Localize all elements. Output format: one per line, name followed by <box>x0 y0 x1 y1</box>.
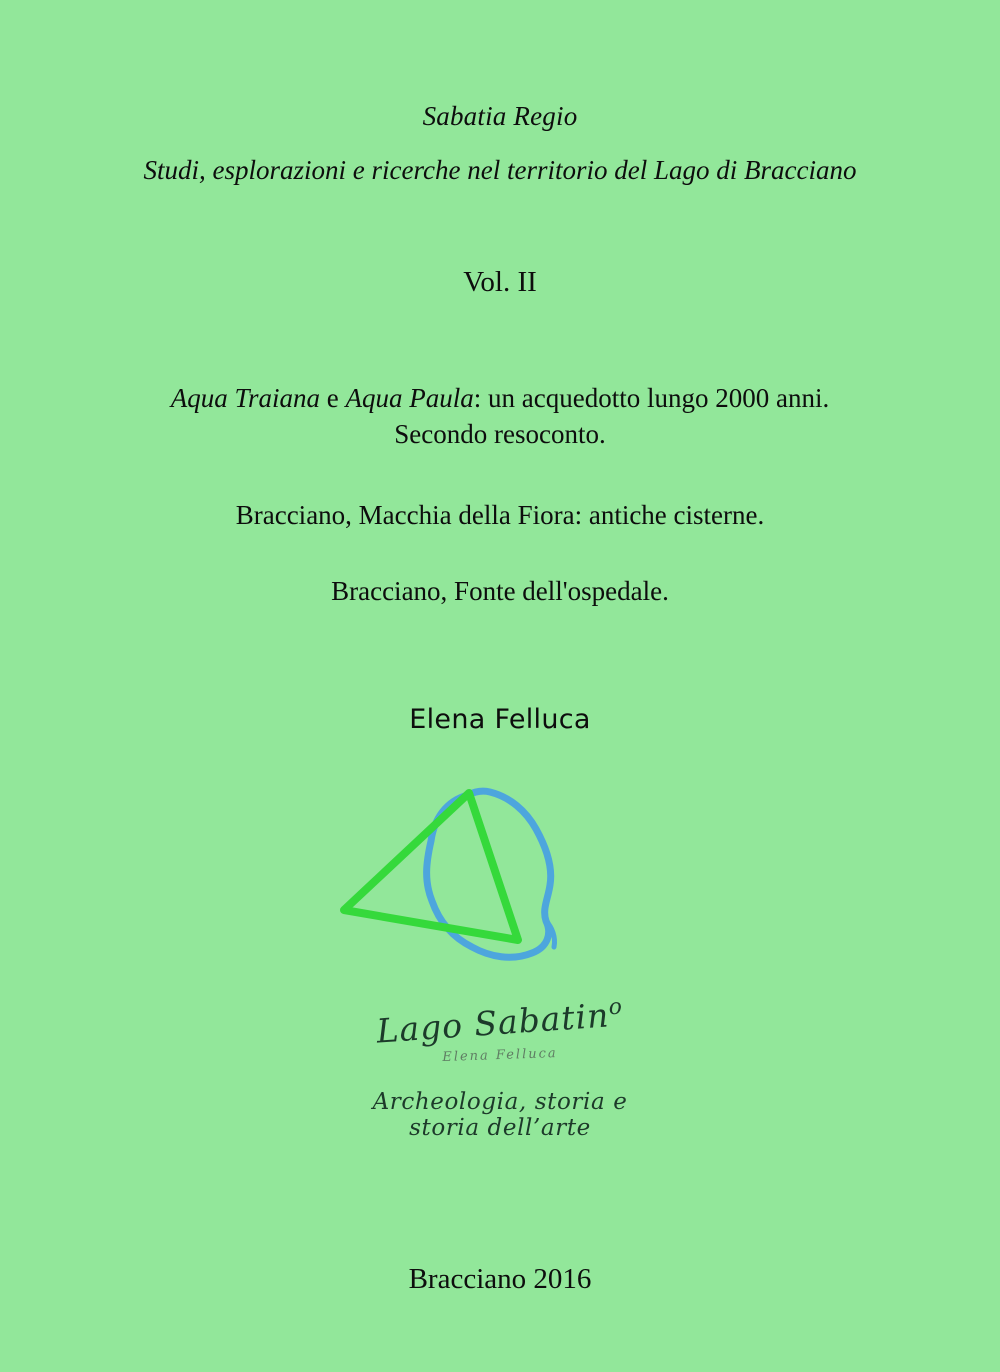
volume-label: Vol. II <box>463 266 537 298</box>
series-block <box>0 103 1000 184</box>
logo-wordmark-main: Lago Sabatin <box>375 995 611 1051</box>
work-title-italic-b: Aqua Paula <box>345 383 474 413</box>
logo-author: Elena Felluca <box>442 1046 558 1066</box>
work-title-remainder: : un acquedotto lungo 2000 anni. <box>473 383 830 413</box>
lake-sabatino-logo <box>340 771 660 1142</box>
work-title-italic-a: Aqua Traiana <box>170 383 321 413</box>
work-title-line-2: Secondo resoconto. <box>394 418 606 449</box>
lake-triangle-shape <box>344 793 518 940</box>
work-section-3: Bracciano, Fonte dell'ospedale. <box>331 576 669 607</box>
work-title-block <box>0 381 1000 452</box>
author-name: Elena Felluca <box>409 704 591 736</box>
series-subtitle: Studi, esplorazioni e ricerche nel territorio del Lago di Bracciano <box>143 155 857 185</box>
logo-tagline: Archeologia, storia e storia dell’arte <box>372 1089 628 1142</box>
series-title: Sabatia Regio <box>422 101 578 131</box>
work-title-line-1 <box>0 381 1000 417</box>
logo-wordmark-super: o <box>607 994 624 1021</box>
work-title-conjunction: e <box>320 383 346 413</box>
work-section-2: Bracciano, Macchia della Fiora: antiche cisterne. <box>235 500 765 531</box>
imprint-line: Bracciano 2016 <box>408 1263 592 1295</box>
lake-logo-graphic <box>340 771 660 1001</box>
